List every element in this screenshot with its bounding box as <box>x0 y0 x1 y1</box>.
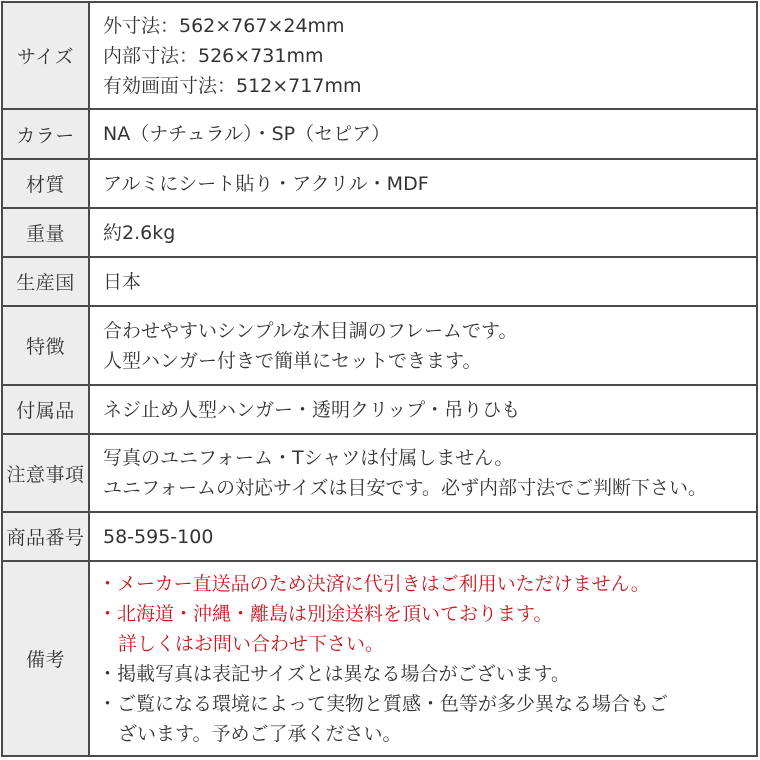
spec-value-line: 有効画面寸法：512×717mm <box>103 74 362 97</box>
remark-line: ・掲載写真は表記サイズとは異なる場合がございます。 <box>98 662 570 685</box>
spec-row-country <box>2 257 757 306</box>
spec-value-line: 58-595-100 <box>103 525 214 548</box>
spec-value-line: 外寸法：562×767×24mm <box>103 14 345 37</box>
spec-value-line: NA（ナチュラル）・SP（セピア） <box>103 123 391 145</box>
spec-value <box>89 512 757 561</box>
spec-value <box>89 306 757 385</box>
spec-value <box>89 159 757 208</box>
spec-value-line: アルミにシート貼り・アクリル・MDF <box>103 172 429 195</box>
spec-value-line: 内部寸法：526×731mm <box>103 44 324 67</box>
spec-label: 備考 <box>2 561 89 756</box>
spec-value-line: 写真のユニフォーム・Tシャツは付属しません。 <box>103 447 514 469</box>
spec-value <box>89 434 757 512</box>
spec-value <box>89 109 757 159</box>
spec-label: 商品番号 <box>2 512 89 561</box>
spec-value-line: 約2.6kg <box>103 221 176 244</box>
spec-value <box>89 385 757 434</box>
spec-value <box>89 257 757 306</box>
spec-row-material <box>2 159 757 208</box>
spec-value-line: 日本 <box>103 270 142 293</box>
spec-row-accessories <box>2 385 757 434</box>
remark-line: 詳しくはお問い合わせ下さい。 <box>118 632 385 655</box>
spec-row-color <box>2 109 757 159</box>
spec-value-line: ユニフォームの対応サイズは目安です。必ず内部寸法でご判断下さい。 <box>103 477 708 499</box>
remark-line: ・ご覧になる環境によって実物と質感・色等が多少異なる場合もご <box>98 692 669 715</box>
spec-label: 材質 <box>2 159 89 208</box>
spec-label: 特徴 <box>2 306 89 385</box>
spec-row-weight <box>2 208 757 257</box>
spec-row-features <box>2 306 757 385</box>
spec-row-cautions <box>2 434 757 512</box>
spec-value <box>89 561 757 756</box>
spec-value-line: ネジ止め人型ハンガー・透明クリップ・吊りひも <box>103 398 521 421</box>
spec-row-size <box>2 2 757 109</box>
remark-line: ・メーカー直送品のため決済に代引きはご利用いただけません。 <box>98 572 650 595</box>
remark-line: ざいます。予めご了承ください。 <box>118 722 402 745</box>
spec-row-product-number <box>2 512 757 561</box>
spec-label: 付属品 <box>2 385 89 434</box>
spec-value-line: 合わせやすいシンプルな木目調のフレームです。 <box>103 319 518 342</box>
spec-row-remarks <box>2 561 757 756</box>
spec-value <box>89 208 757 257</box>
spec-label: 注意事項 <box>2 434 89 512</box>
spec-label: サイズ <box>2 2 89 109</box>
spec-value-line: 人型ハンガー付きで簡単にセットできます。 <box>103 349 482 372</box>
spec-value <box>89 2 757 109</box>
product-spec-table <box>1 1 758 757</box>
remark-line: ・北海道・沖縄・離島は別途送料を頂いております。 <box>98 602 553 625</box>
spec-label: 重量 <box>2 208 89 257</box>
spec-label: カラー <box>2 109 89 159</box>
spec-label: 生産国 <box>2 257 89 306</box>
